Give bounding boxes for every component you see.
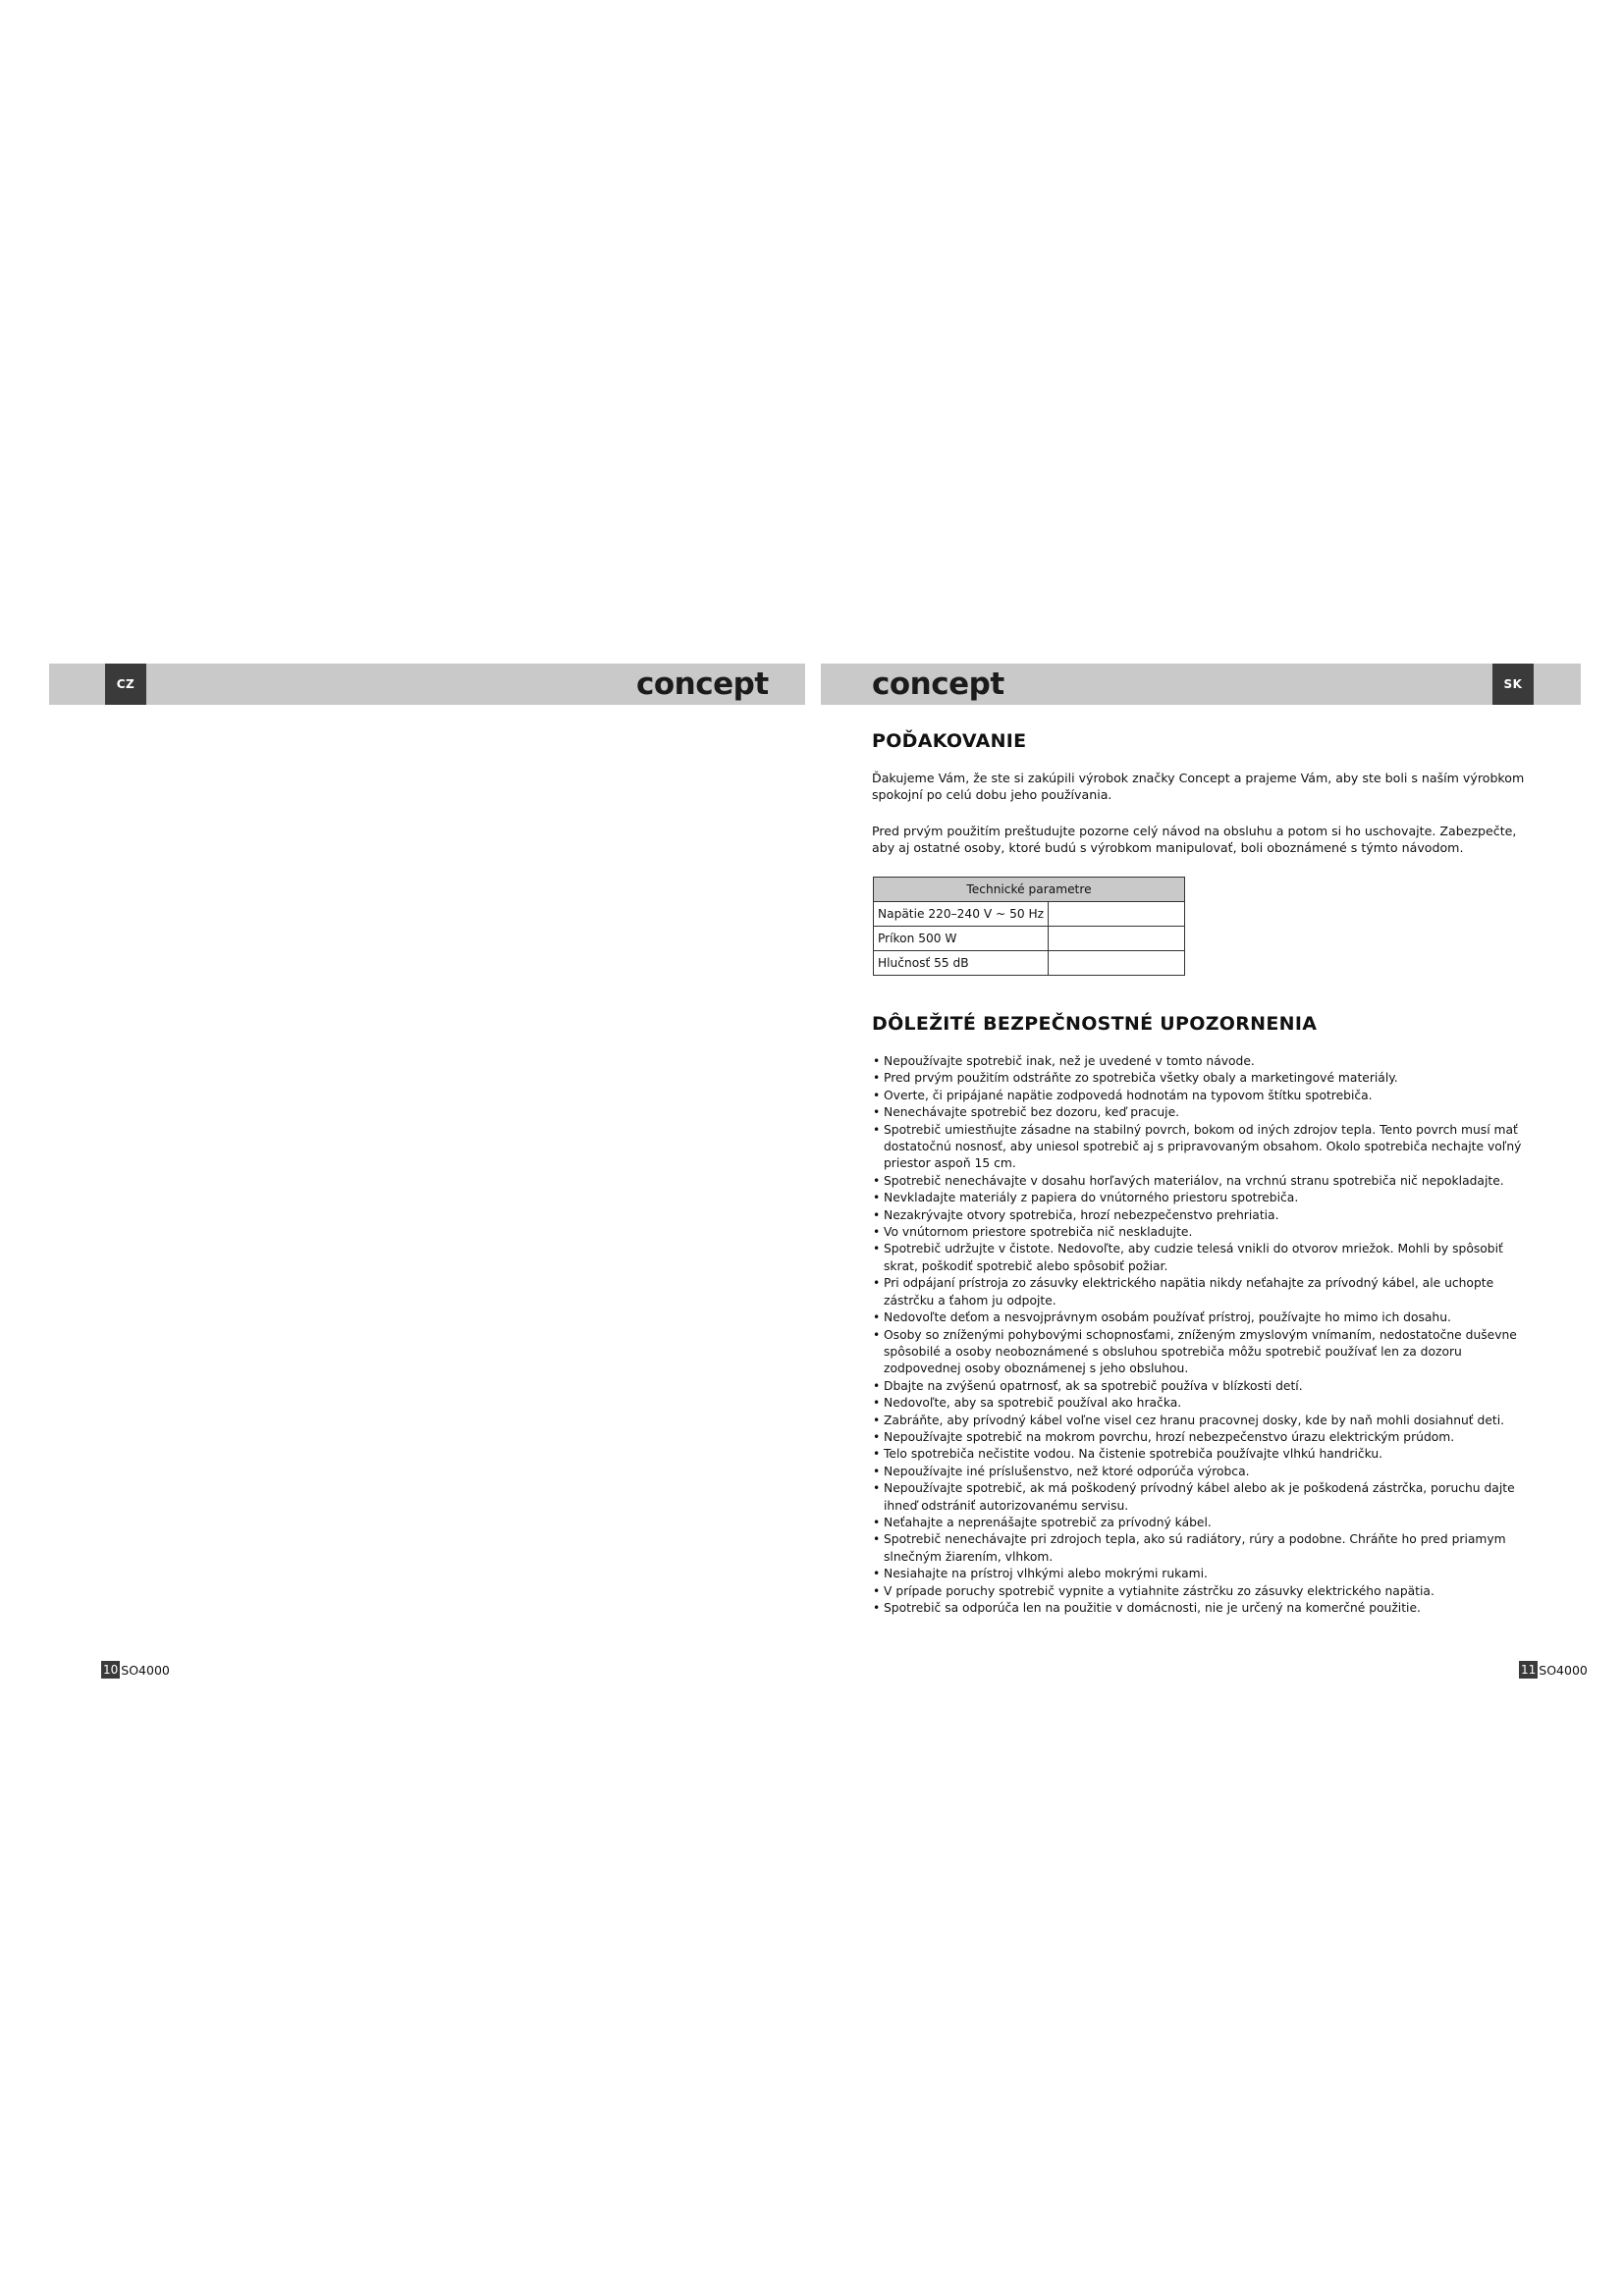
table-row — [874, 951, 1185, 976]
list-item: • Nepoužívajte spotrebič inak, než je uvedené v tomto návode. — [872, 1053, 1540, 1070]
list-item: • Osoby so zníženými pohybovými schopnosťami, zníženým zmyslovým vnímaním, nedostatočne duševne spôsobilé a osoby neoboznámené s obsluhou spotrebiča môžu spotrebič používať len za dozoru zodpovednej osoby oboznámenej s jeho obsluhou. — [872, 1327, 1540, 1378]
list-item: • Zabráňte, aby prívodný kábel voľne visel cez hranu pracovnej dosky, kde by naň mohli dosiahnuť deti. — [872, 1413, 1540, 1429]
table-row — [874, 927, 1185, 951]
model-code-left: SO4000 — [121, 1662, 170, 1678]
list-item: • Nedovoľte deťom a nesvojprávnym osobám používať prístroj, používajte ho mimo ich dosahu. — [872, 1309, 1540, 1326]
list-item: • Nesiahajte na prístroj vlhkými alebo mokrými rukami. — [872, 1566, 1540, 1582]
table-cell: Hlučnosť 55 dB — [874, 951, 1049, 976]
list-item: • Nezakrývajte otvory spotrebiča, hrozí nebezpečenstvo prehriatia. — [872, 1207, 1540, 1224]
table-cell: Príkon 500 W — [874, 927, 1049, 951]
list-item: • Pri odpájaní prístroja zo zásuvky elektrického napätia nikdy neťahajte za prívodný kábel, ale uchopte zástrčku a ťahom ju odpojte. — [872, 1275, 1540, 1309]
list-item: • Pred prvým použitím odstráňte zo spotrebiča všetky obaly a marketingové materiály. — [872, 1070, 1540, 1087]
list-item: • Spotrebič sa odporúča len na použitie v domácnosti, nie je určený na komerčné použitie. — [872, 1600, 1540, 1617]
section-title-safety: DÔLEŽITÉ BEZPEČNOSTNÉ UPOZORNENIA — [872, 1013, 1318, 1035]
page-number-left: 10 — [103, 1663, 119, 1677]
list-item: • Neťahajte a neprenášajte spotrebič za prívodný kábel. — [872, 1515, 1540, 1531]
list-item: • Spotrebič nenechávajte pri zdrojoch tepla, ako sú radiátory, rúry a podobne. Chráňte ho pred priamym slnečným žiarením, vlhkom. — [872, 1531, 1540, 1566]
brand-logo-right: concept — [872, 667, 1004, 702]
list-item: • Vo vnútornom priestore spotrebiča nič neskladujte. — [872, 1224, 1540, 1241]
list-item: • Nenechávajte spotrebič bez dozoru, keď pracuje. — [872, 1104, 1540, 1121]
language-badge-cz: CZ — [105, 664, 146, 705]
list-item: • Nedovoľte, aby sa spotrebič používal ako hračka. — [872, 1395, 1540, 1412]
list-item: • Spotrebič nenechávajte v dosahu horľavých materiálov, na vrchnú stranu spotrebiča nič nepokladajte. — [872, 1173, 1540, 1190]
table-cell — [1049, 951, 1185, 976]
section-title-thanks: POĎAKOVANIE — [872, 730, 1027, 752]
table-cell — [1049, 902, 1185, 927]
language-badge-sk: SK — [1492, 664, 1534, 705]
list-item: • Spotrebič umiestňujte zásadne na stabilný povrch, bokom od iných zdrojov tepla. Tento povrch musí mať dostatočnú nosnosť, aby uniesol spotrebič aj s pripravovaným obsahom. Okolo spotrebiča nechajte voľný priestor aspoň 15 cm. — [872, 1122, 1540, 1173]
list-item: • Overte, či pripájané napätie zodpovedá hodnotám na typovom štítku spotrebiča. — [872, 1088, 1540, 1104]
thanks-paragraph-2: Pred prvým použitím preštudujte pozorne celý návod na obsluhu a potom si ho uschovajte. Zabezpečte, aby aj ostatné osoby, ktoré budú s výrobkom manipulovať, boli oboznámené s týmto návodom. — [872, 824, 1517, 855]
table-header: Technické parametre — [874, 878, 1185, 902]
thanks-paragraph-1: Ďakujeme Vám, že ste si zakúpili výrobok značky Concept a prajeme Vám, aby ste boli s naším výrobkom spokojní po celú dobu jeho používania. — [872, 771, 1525, 802]
table-row — [874, 902, 1185, 927]
footer-right — [1519, 1661, 1588, 1679]
list-item: • Nepoužívajte spotrebič, ak má poškodený prívodný kábel alebo ak je poškodená zástrčka, poruchu dajte ihneď odstrániť autorizovanému servisu. — [872, 1480, 1540, 1515]
list-item: • Telo spotrebiča nečistite vodou. Na čistenie spotrebiča používajte vlhkú handričku. — [872, 1446, 1540, 1463]
list-item: • Nepoužívajte iné príslušenstvo, než ktoré odporúča výrobca. — [872, 1464, 1540, 1480]
model-code-right: SO4000 — [1539, 1662, 1588, 1678]
technical-parameters-table — [873, 877, 1185, 976]
safety-warnings-list — [872, 1053, 1540, 1617]
list-item: • Nevkladajte materiály z papiera do vnútorného priestoru spotrebiča. — [872, 1190, 1540, 1206]
list-item: • Nepoužívajte spotrebič na mokrom povrchu, hrozí nebezpečenstvo úrazu elektrickým prúdom. — [872, 1429, 1540, 1446]
list-item: • V prípade poruchy spotrebič vypnite a vytiahnite zástrčku zo zásuvky elektrického napätia. — [872, 1583, 1540, 1600]
footer-left — [101, 1661, 170, 1679]
list-item: • Dbajte na zvýšenú opatrnosť, ak sa spotrebič používa v blízkosti detí. — [872, 1378, 1540, 1395]
page-number-right: 11 — [1521, 1663, 1537, 1677]
table-cell: Napätie 220–240 V ~ 50 Hz — [874, 902, 1049, 927]
table-cell — [1049, 927, 1185, 951]
brand-logo-left: concept — [636, 667, 769, 702]
list-item: • Spotrebič udržujte v čistote. Nedovoľte, aby cudzie telesá vnikli do otvorov mriežok. Mohli by spôsobiť skrat, poškodiť spotrebič alebo spôsobiť požiar. — [872, 1241, 1540, 1275]
